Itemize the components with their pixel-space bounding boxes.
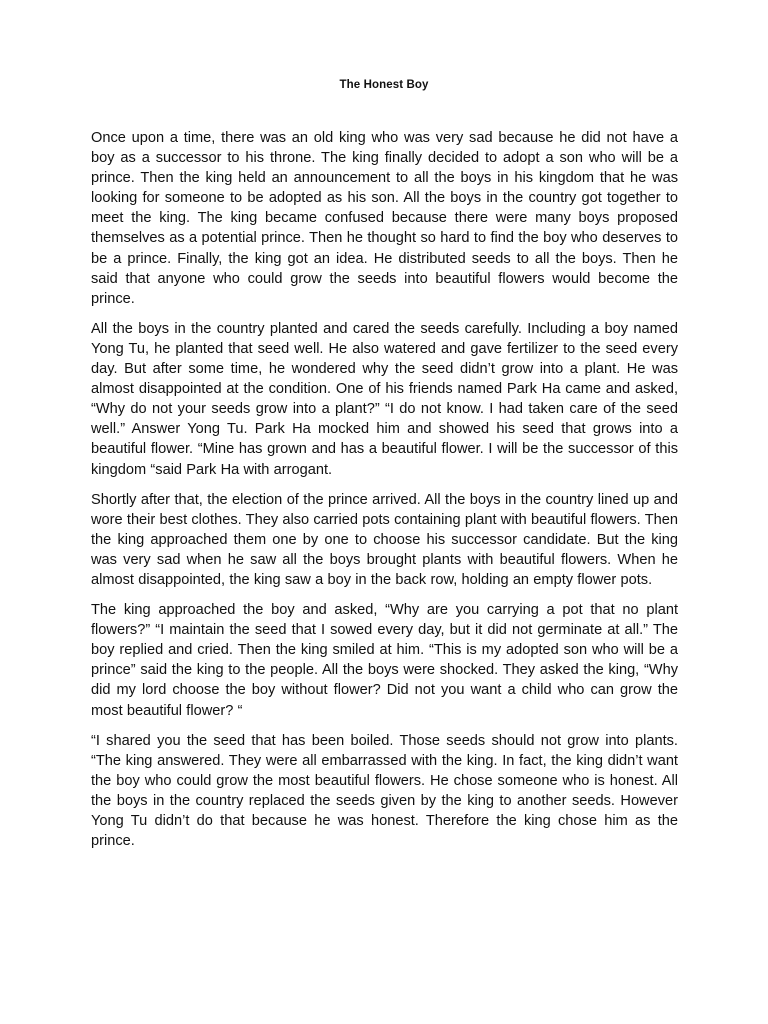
paragraph-3: Shortly after that, the election of the prince arrived. All the boys in the country lined up and wore their best clothes. They also carried pots containing plant with beautiful flowers. Then the king approached them one by one to choose his successor candidate. But the king was very sad when he saw all the boys brought plants with beautiful flowers. When he almost disappointed, the king saw a boy in the back row, holding an empty flower pots. bbox=[91, 491, 678, 588]
paragraph-4: The king approached the boy and asked, “Why are you carrying a pot that no plant flowers?” “I maintain the seed that I sowed every day, but it did not germinate at all.” The boy replied and cried. Then the king smiled at him. “This is my adopted son who will be a prince” said the king to the people. All the boys were shocked. They asked the king, “Why did my lord choose the boy without flower? Did not you want a child who can grow the most beautiful flower? “ bbox=[91, 602, 678, 719]
document-title: The Honest Boy bbox=[339, 79, 429, 91]
paragraph-1: Once upon a time, there was an old king who was very sad because he did not have a boy as a successor to his throne. The king finally decided to adopt a son who will be a prince. Then the king held an announcement to all the boys in his kingdom that he was looking for someone to be adopted as his son. All the boys in the country got together to meet the king. The king became confused because there were many boys proposed themselves as a potential prince. Then he thought so hard to find the boy who deserves to be a prince. Finally, the king got an idea. He distributed seeds to all the boys. Then he said that anyone who could grow the seeds into beautiful flowers would become the prince. bbox=[91, 130, 678, 307]
paragraph-5: “I shared you the seed that has been boiled. Those seeds should not grow into plants. “The king answered. They were all embarrassed with the king. In fact, the king didn’t want the boy who could grow the most beautiful flowers. He chose someone who is honest. All the boys in the country replaced the seeds given by the king to another seeds. However Yong Tu didn’t do that because he was honest. Therefore the king chose him as the prince. bbox=[91, 732, 678, 850]
paragraph-2: All the boys in the country planted and cared the seeds carefully. Including a boy named Yong Tu, he planted that seed well. He also watered and gave fertilizer to the seed every day. But after some time, he wondered why the seed didn’t grow into a plant. He was almost disappointed at the condition. One of his friends named Park Ha came and asked, “Why do not your seeds grow into a plant?” “I do not know. I had taken care of the seed well.” Answer Yong Tu. Park Ha mocked him and showed his seed that grows into a beautiful flower. “Mine has grown and has a beautiful flower. I will be the successor of this kingdom “said Park Ha with arrogant. bbox=[91, 320, 678, 478]
document-body bbox=[91, 128, 678, 861]
